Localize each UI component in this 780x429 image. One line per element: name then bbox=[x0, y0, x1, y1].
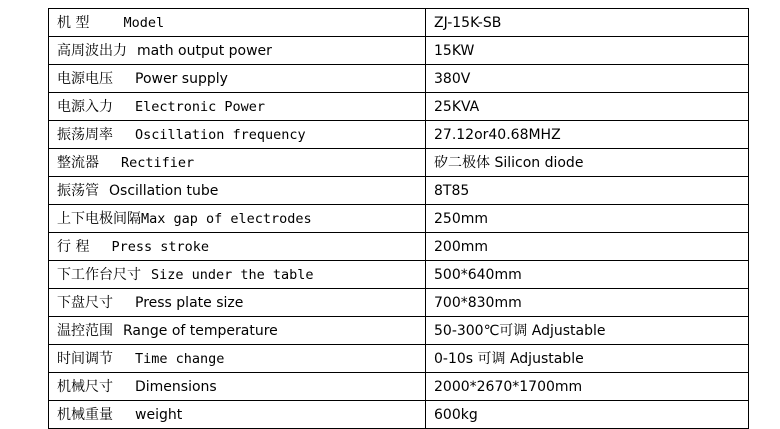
row-value-cell bbox=[426, 9, 749, 37]
label-chinese: 机械重量 bbox=[57, 406, 113, 423]
value-text: 2000*2670*1700mm bbox=[434, 378, 583, 395]
label-chinese: 机 型 bbox=[57, 14, 90, 31]
label-chinese: 下盘尺寸 bbox=[57, 294, 113, 311]
label-english: Rectifier bbox=[121, 154, 195, 171]
value-text: 250mm bbox=[434, 210, 488, 227]
label-english: Press plate size bbox=[135, 294, 244, 311]
label-chinese: 电源入力 bbox=[57, 98, 113, 115]
row-value-cell bbox=[426, 317, 749, 345]
row-label-cell bbox=[49, 177, 426, 205]
specification-table-container bbox=[48, 8, 732, 429]
label-english: Time change bbox=[135, 350, 225, 367]
table-row bbox=[49, 345, 749, 373]
row-label-cell bbox=[49, 345, 426, 373]
row-value-cell bbox=[426, 345, 749, 373]
value-text: 15KW bbox=[434, 42, 475, 59]
table-row bbox=[49, 121, 749, 149]
table-row bbox=[49, 317, 749, 345]
label-english: Dimensions bbox=[135, 378, 217, 395]
value-text: 500*640mm bbox=[434, 266, 522, 283]
table-row bbox=[49, 205, 749, 233]
value-text: ZJ-15K-SB bbox=[434, 14, 502, 31]
row-value-cell bbox=[426, 177, 749, 205]
row-label-cell bbox=[49, 65, 426, 93]
label-chinese: 高周波出力 bbox=[57, 42, 127, 59]
label-chinese: 温控范围 bbox=[57, 322, 113, 339]
label-english: Oscillation tube bbox=[109, 182, 219, 199]
label-chinese: 电源电压 bbox=[57, 70, 113, 87]
row-label-cell bbox=[49, 317, 426, 345]
label-english: math output power bbox=[137, 42, 272, 59]
value-text: 27.12or40.68MHZ bbox=[434, 126, 561, 143]
row-value-cell bbox=[426, 65, 749, 93]
table-row bbox=[49, 37, 749, 65]
table-row bbox=[49, 373, 749, 401]
value-text: 700*830mm bbox=[434, 294, 522, 311]
label-chinese: 时间调节 bbox=[57, 350, 113, 367]
row-label-cell bbox=[49, 205, 426, 233]
label-english: Press stroke bbox=[111, 238, 209, 255]
row-value-cell bbox=[426, 233, 749, 261]
value-text: 矽二极体 Silicon diode bbox=[434, 154, 584, 171]
label-english: Oscillation frequency bbox=[135, 126, 306, 143]
label-chinese: 整流器 bbox=[57, 154, 99, 171]
table-row bbox=[49, 65, 749, 93]
label-chinese: 行 程 bbox=[57, 238, 90, 255]
label-chinese: 下工作台尺寸 bbox=[57, 266, 141, 283]
label-english: Range of temperature bbox=[123, 322, 278, 339]
label-english: weight bbox=[135, 406, 183, 423]
value-text: 200mm bbox=[434, 238, 488, 255]
row-value-cell bbox=[426, 121, 749, 149]
label-chinese: 振荡周率 bbox=[57, 126, 113, 143]
table-row bbox=[49, 401, 749, 429]
specification-table bbox=[48, 8, 749, 429]
row-value-cell bbox=[426, 261, 749, 289]
label-english: Model bbox=[123, 14, 165, 31]
label-english: Max gap of electrodes bbox=[141, 210, 312, 227]
label-chinese: 上下电极间隔 bbox=[57, 210, 141, 227]
table-row bbox=[49, 233, 749, 261]
row-label-cell bbox=[49, 401, 426, 429]
row-value-cell bbox=[426, 289, 749, 317]
table-row bbox=[49, 261, 749, 289]
row-label-cell bbox=[49, 373, 426, 401]
row-value-cell bbox=[426, 37, 749, 65]
row-value-cell bbox=[426, 205, 749, 233]
value-text: 380V bbox=[434, 70, 471, 87]
table-row bbox=[49, 93, 749, 121]
value-text: 25KVA bbox=[434, 98, 480, 115]
row-label-cell bbox=[49, 233, 426, 261]
row-value-cell bbox=[426, 373, 749, 401]
row-value-cell bbox=[426, 149, 749, 177]
value-text: 600kg bbox=[434, 406, 478, 423]
row-label-cell bbox=[49, 93, 426, 121]
row-value-cell bbox=[426, 401, 749, 429]
label-chinese: 机械尺寸 bbox=[57, 378, 113, 395]
row-label-cell bbox=[49, 289, 426, 317]
row-label-cell bbox=[49, 149, 426, 177]
label-english: Power supply bbox=[135, 70, 228, 87]
value-text: 8T85 bbox=[434, 182, 470, 199]
row-label-cell bbox=[49, 37, 426, 65]
table-row bbox=[49, 9, 749, 37]
table-body bbox=[49, 9, 749, 429]
row-value-cell bbox=[426, 93, 749, 121]
value-text: 50-300℃可调 Adjustable bbox=[434, 322, 606, 339]
label-english: Electronic Power bbox=[135, 98, 266, 115]
table-row bbox=[49, 149, 749, 177]
table-row bbox=[49, 177, 749, 205]
label-chinese: 振荡管 bbox=[57, 182, 99, 199]
row-label-cell bbox=[49, 261, 426, 289]
value-text: 0-10s 可调 Adjustable bbox=[434, 350, 584, 367]
row-label-cell bbox=[49, 121, 426, 149]
row-label-cell bbox=[49, 9, 426, 37]
table-row bbox=[49, 289, 749, 317]
label-english: Size under the table bbox=[151, 266, 314, 283]
